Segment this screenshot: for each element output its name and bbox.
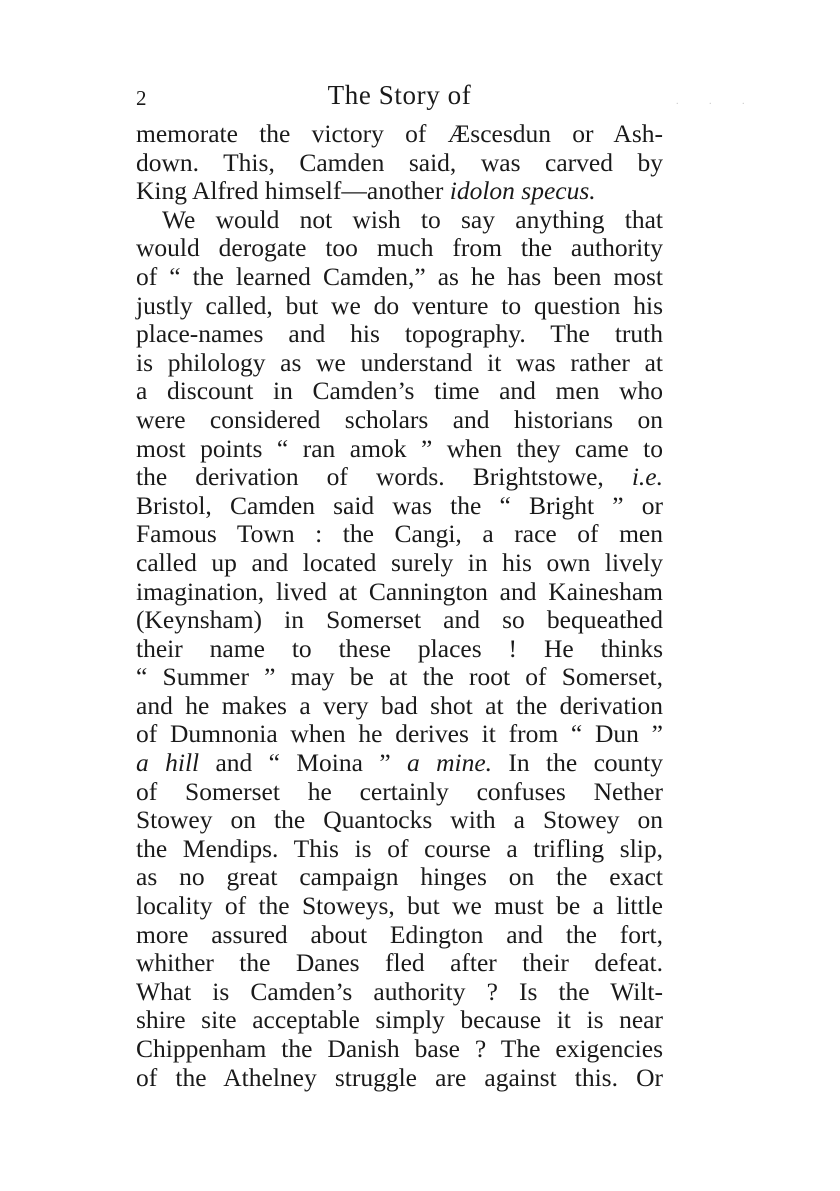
- text-line: [136, 463, 663, 492]
- text-line: [136, 520, 663, 549]
- text-segment: more assured about Edington and the fort,: [136, 919, 663, 949]
- text-segment: is philology as we understand it was rather at: [136, 347, 663, 377]
- text-segment: shire site acceptable simply because it is near: [136, 1005, 663, 1035]
- text-segment: down. This, Camden said, was carved by: [136, 147, 663, 177]
- text-segment: of “ the learned Camden,” as he has been most: [136, 261, 663, 291]
- text-line: [136, 949, 663, 978]
- text-segment: imagination, lived at Cannington and Kainesham: [136, 576, 663, 606]
- text-line: [136, 749, 663, 778]
- text-line: [136, 635, 663, 664]
- text-line: [136, 835, 663, 864]
- text-line: [136, 663, 663, 692]
- text-segment: of Dumnonia when he derives it from “ Dun ”: [136, 719, 663, 749]
- text-segment: the Mendips. This is of course a trifling slip,: [136, 833, 663, 863]
- text-segment: place-names and his topography. The truth: [136, 319, 663, 349]
- italic-text: a mine.: [407, 748, 493, 778]
- text-segment: the derivation of words. Brightstowe,: [136, 462, 632, 492]
- text-line: [136, 692, 663, 721]
- text-line: [136, 177, 663, 206]
- text-segment: would derogate too much from the authority: [136, 233, 663, 263]
- text-segment: memorate the victory of Æscesdun or Ash-: [136, 119, 663, 148]
- text-line: [136, 1064, 663, 1093]
- text-segment: “ Summer ” may be at the root of Somerset,: [136, 662, 663, 692]
- text-segment: most points “ ran amok ” when they came to: [136, 433, 663, 463]
- text-segment: Famous Town : the Cangi, a race of men: [136, 519, 663, 549]
- text-segment: In the county: [492, 748, 663, 778]
- text-segment: justly called, but we do venture to question his: [136, 290, 663, 320]
- text-segment: a discount in Camden’s time and men who: [136, 376, 663, 406]
- text-segment: as no great campaign hinges on the exact: [136, 862, 663, 892]
- text-line: [136, 120, 663, 149]
- text-line: [136, 234, 663, 263]
- text-line: [136, 863, 663, 892]
- text-line: [136, 549, 663, 578]
- page-header: [136, 80, 663, 116]
- text-line: [136, 1035, 663, 1064]
- text-line: [136, 806, 663, 835]
- text-segment: Stowey on the Quantocks with a Stowey on: [136, 805, 663, 835]
- body-text: [136, 120, 663, 1092]
- text-segment: locality of the Stoweys, but we must be a little: [136, 891, 663, 921]
- text-segment: whither the Danes fled after their defeat.: [136, 948, 663, 978]
- text-segment: (Keynsham) in Somerset and so bequeathed: [136, 605, 663, 635]
- text-line: [136, 606, 663, 635]
- italic-text: idolon specus.: [449, 176, 596, 206]
- italic-text: i.e.: [631, 462, 663, 492]
- text-segment: were considered scholars and historians on: [136, 404, 663, 434]
- text-line: [136, 1006, 663, 1035]
- text-segment: Chippenham the Danish base ? The exigencies: [136, 1034, 663, 1063]
- text-line: [136, 435, 663, 464]
- edge-marks: . . .: [676, 96, 759, 107]
- text-line: [136, 292, 663, 321]
- text-line: [136, 149, 663, 178]
- text-line: [136, 778, 663, 807]
- text-line: [136, 892, 663, 921]
- text-line: [136, 406, 663, 435]
- text-segment: called up and located surely in his own lively: [136, 547, 663, 577]
- text-segment: What is Camden’s authority ? Is the Wilt-: [136, 976, 663, 1006]
- text-segment: Bristol, Camden said was the “ Bright ” or: [136, 490, 663, 520]
- text-segment: and “ Moina ”: [199, 748, 407, 778]
- text-line: [136, 349, 663, 378]
- text-line: [136, 492, 663, 521]
- text-line: [136, 720, 663, 749]
- text-line: [136, 206, 663, 235]
- text-segment: and he makes a very bad shot at the derivation: [136, 690, 663, 720]
- text-line: [136, 263, 663, 292]
- text-segment: their name to these places ! He thinks: [136, 633, 663, 663]
- text-line: [136, 377, 663, 406]
- page-number: 2: [136, 86, 147, 110]
- running-title: The Story of: [327, 80, 472, 110]
- text-line: [136, 578, 663, 607]
- text-segment: We would not wish to say anything that: [162, 204, 663, 234]
- text-segment: of the Athelney struggle are against this. Or: [136, 1062, 663, 1092]
- italic-text: a hill: [136, 748, 200, 778]
- text-line: [136, 978, 663, 1007]
- text-line: [136, 921, 663, 950]
- text-segment: of Somerset he certainly confuses Nether: [136, 776, 663, 806]
- text-line: [136, 320, 663, 349]
- text-segment: King Alfred himself—another: [136, 176, 450, 206]
